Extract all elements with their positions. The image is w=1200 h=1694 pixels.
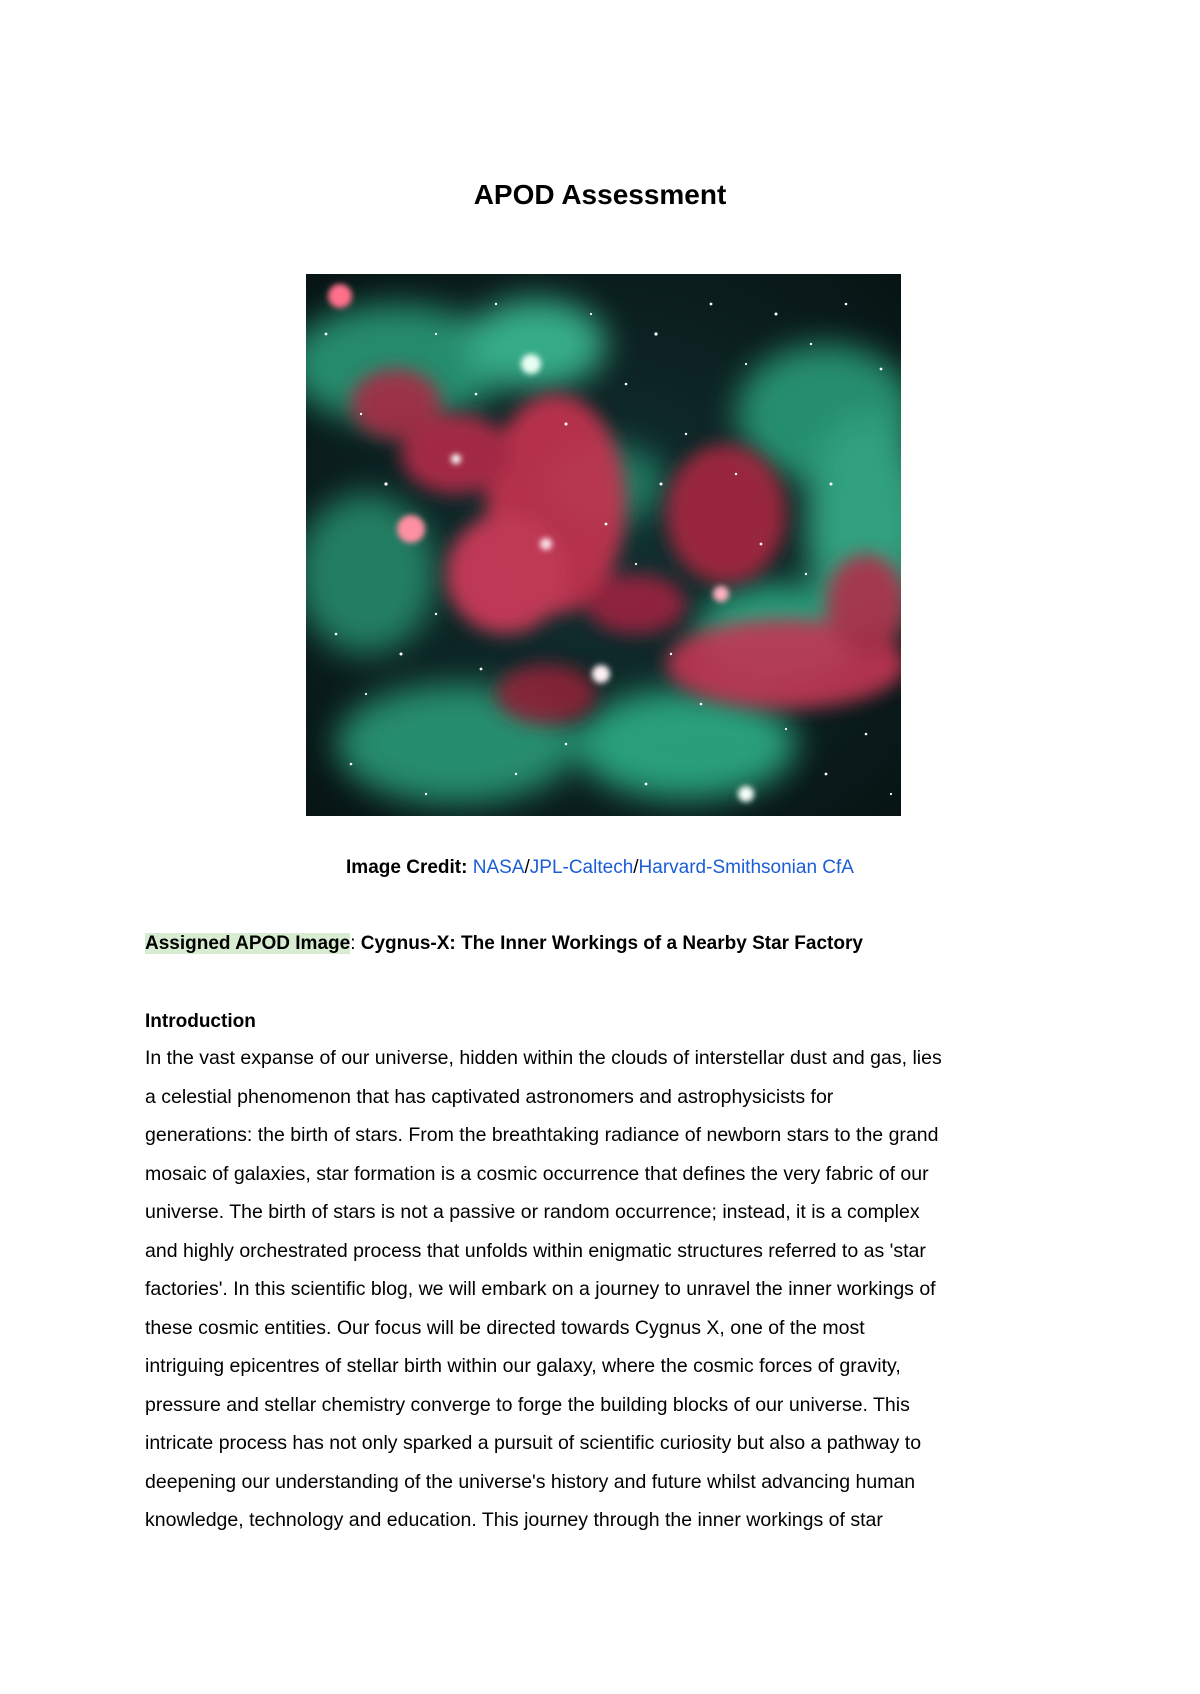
paragraph-line: and highly orchestrated process that unfolds within enigmatic structures referred to as 'star: [145, 1239, 926, 1262]
nebula-image: [306, 274, 901, 816]
credit-separator: /: [524, 857, 530, 878]
paragraph-line: these cosmic entities. Our focus will be directed towards Cygnus X, one of the most: [145, 1316, 865, 1339]
paragraph-line: pressure and stellar chemistry converge to forge the building blocks of our universe. This: [145, 1393, 910, 1416]
assigned-label: Assigned APOD Image: [145, 933, 351, 954]
assigned-title: Cygnus-X: The Inner Workings of a Nearby Star Factory: [355, 933, 863, 954]
paragraph-line: mosaic of galaxies, star formation is a cosmic occurrence that defines the very fabric of our: [145, 1162, 929, 1185]
paragraph-line: factories'. In this scientific blog, we will embark on a journey to unravel the inner workings of: [145, 1278, 936, 1300]
paragraph-line: intricate process has not only sparked a pursuit of scientific curiosity but also a pathway to: [145, 1432, 922, 1454]
paragraph-line: deepening our understanding of the universe's history and future whilst advancing human: [145, 1470, 916, 1493]
credit-link-harvard-smithsonian[interactable]: Harvard-Smithsonian CfA: [638, 857, 854, 878]
paragraph-line: In the vast expanse of our universe, hidden within the clouds of interstellar dust and gas, lies: [145, 1047, 942, 1069]
paragraph-line: a celestial phenomenon that has captivated astronomers and astrophysicists for: [145, 1085, 834, 1108]
image-credit: [0, 856, 1200, 880]
paragraph-line: universe. The birth of stars is not a passive or random occurrence; instead, it is a complex: [145, 1201, 920, 1223]
paragraph-line: generations: the birth of stars. From the breathtaking radiance of newborn stars to the grand: [145, 1124, 939, 1146]
assigned-apod-image: [145, 932, 863, 956]
credit-separator: /: [633, 857, 639, 878]
section-heading-introduction: Introduction: [145, 1011, 256, 1032]
paragraph-line: knowledge, technology and education. This journey through the inner workings of star: [145, 1509, 883, 1531]
paragraph-line: intriguing epicentres of stellar birth within our galaxy, where the cosmic forces of gravity,: [145, 1355, 901, 1377]
credit-link-jpl-caltech[interactable]: JPL-Caltech: [529, 857, 634, 878]
image-credit-label: Image Credit:: [346, 857, 468, 878]
assigned-colon: :: [350, 933, 356, 954]
introduction-paragraph: [145, 1046, 1075, 1547]
document-title: APOD Assessment: [473, 179, 727, 210]
credit-link-nasa[interactable]: NASA: [472, 857, 525, 878]
